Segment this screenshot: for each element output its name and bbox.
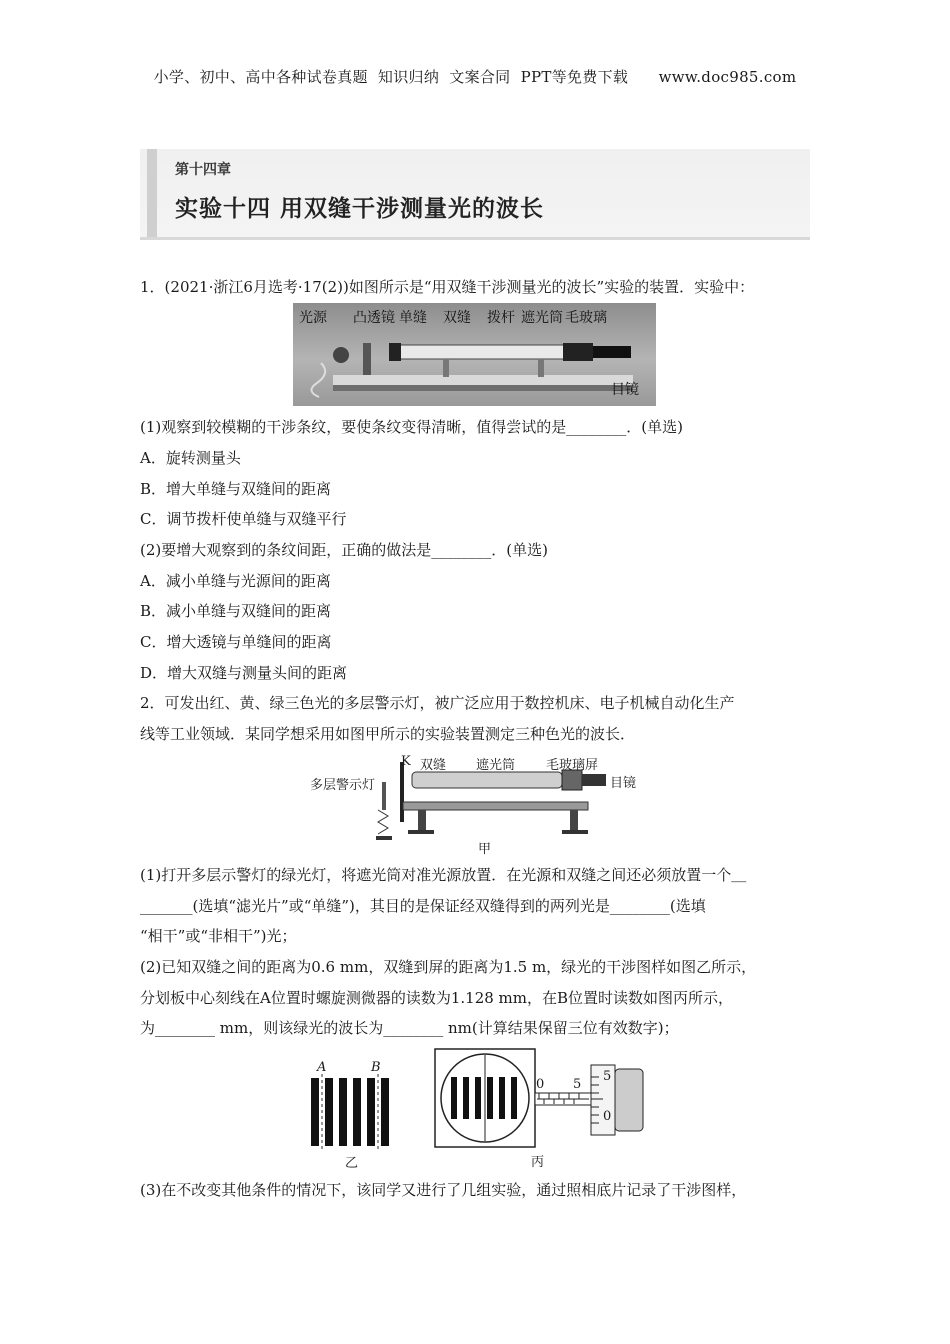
q2-sub1-line-1: (1)打开多层示警灯的绿光灯，将遮光筒对准光源放置．在光源和双缝之间还必须放置一个＿ [140, 866, 747, 884]
q2-stem-line-1: 2．可发出红、黄、绿三色光的多层警示灯，被广泛应用于数控机床、电子机械自动化生产 [140, 694, 735, 712]
q1-sub1-option-a: A．旋转测量头 [140, 449, 241, 467]
q2-sub2-line-1: (2)已知双缝之间的距离为0.6 mm，双缝到屏的距离为1.5 m，绿光的干涉图样如图乙所示， [140, 958, 757, 976]
q2-sub2-line-2: 分划板中心刻线在A位置时螺旋测微器的读数为1.128 mm，在B位置时读数如图丙所示， [140, 989, 734, 1007]
label-lever: 拨杆 [487, 310, 515, 326]
q2-stem-line-2: 线等工业领域．某同学想采用如图甲所示的实验装置测定三种色光的波长． [140, 725, 636, 743]
chapter-label: 第十四章 [175, 162, 231, 178]
q1-sub1: (1)观察到较模糊的干涉条纹，要使条纹变得清晰，值得尝试的是________．(单选) [140, 418, 683, 436]
scale-tick-0: 0 [536, 1077, 545, 1092]
label-light-shield-tube-2: 遮光筒 [476, 758, 516, 773]
label-warning-light: 多层警示灯 [310, 778, 376, 793]
label-ground-glass-screen: 毛玻璃屏 [546, 758, 599, 773]
q1-sub1-option-b: B．增大单缝与双缝间的距离 [140, 480, 332, 498]
label-light-shield-tube: 遮光筒 [521, 310, 563, 326]
label-double-slit: 双缝 [443, 310, 471, 326]
q1-sub1-option-c: C．调节拨杆使单缝与双缝平行 [140, 510, 347, 528]
page-title: 实验十四 用双缝干涉测量光的波长 [175, 196, 545, 222]
banner-accent-bar [147, 149, 157, 237]
caption-yi: 乙 [345, 1156, 359, 1171]
caption-jia: 甲 [478, 842, 492, 857]
label-double-slit-2: 双缝 [420, 758, 447, 773]
q1-sub2-option-b: B．减小单缝与双缝间的距离 [140, 602, 332, 620]
label-light-source: 光源 [299, 310, 327, 326]
label-eyepiece: 目镜 [611, 382, 639, 398]
drum-tick-5: 5 [603, 1069, 612, 1084]
drum-tick-0: 0 [603, 1109, 612, 1124]
scale-tick-5: 5 [573, 1077, 582, 1092]
site-header: 小学、初中、高中各种试卷真题 知识归纳 文案合同 PPT等免费下载 www.doc985.com [153, 68, 797, 86]
caption-bing: 丙 [531, 1155, 545, 1170]
figure-yi [305, 1060, 390, 1170]
q1-sub2: (2)要增大观察到的条纹间距，正确的做法是________．(单选) [140, 541, 548, 559]
q2-sub1-line-2: _______(选填“滤光片”或“单缝”)，其目的是保证经双缝得到的两列光是________(选填 [140, 897, 706, 915]
q2-sub2-line-3: 为________ mm，则该绿光的波长为________ nm(计算结果保留三位有效数字)； [140, 1019, 679, 1037]
q2-sub1-line-3: “相干”或“非相干”)光； [140, 927, 297, 945]
label-single-slit: 单缝 [399, 310, 427, 326]
q1-stem: 1．(2021·浙江6月选考·17(2))如图所示是“用双缝干涉测量光的波长”实验的装置．实验中： [140, 278, 755, 296]
label-ground-glass: 毛玻璃 [565, 310, 607, 326]
q1-apparatus-photo [293, 303, 656, 406]
q1-sub2-option-c: C．增大透镜与单缝间的距离 [140, 633, 332, 651]
label-eyepiece-2: 目镜 [610, 776, 637, 791]
label-position-b: B [371, 1060, 381, 1075]
label-convex-lens: 凸透镜 [353, 310, 395, 326]
q1-sub2-option-d: D．增大双缝与测量头间的距离 [140, 664, 348, 682]
label-position-a: A [317, 1060, 327, 1075]
figure-bing [433, 1047, 648, 1171]
figure-jia [308, 752, 648, 857]
q2-sub3: (3)在不改变其他条件的情况下，该同学又进行了几组实验，通过照相底片记录了干涉图样， [140, 1181, 747, 1199]
q1-sub2-option-a: A．减小单缝与光源间的距离 [140, 572, 331, 590]
label-k: K [401, 754, 411, 769]
